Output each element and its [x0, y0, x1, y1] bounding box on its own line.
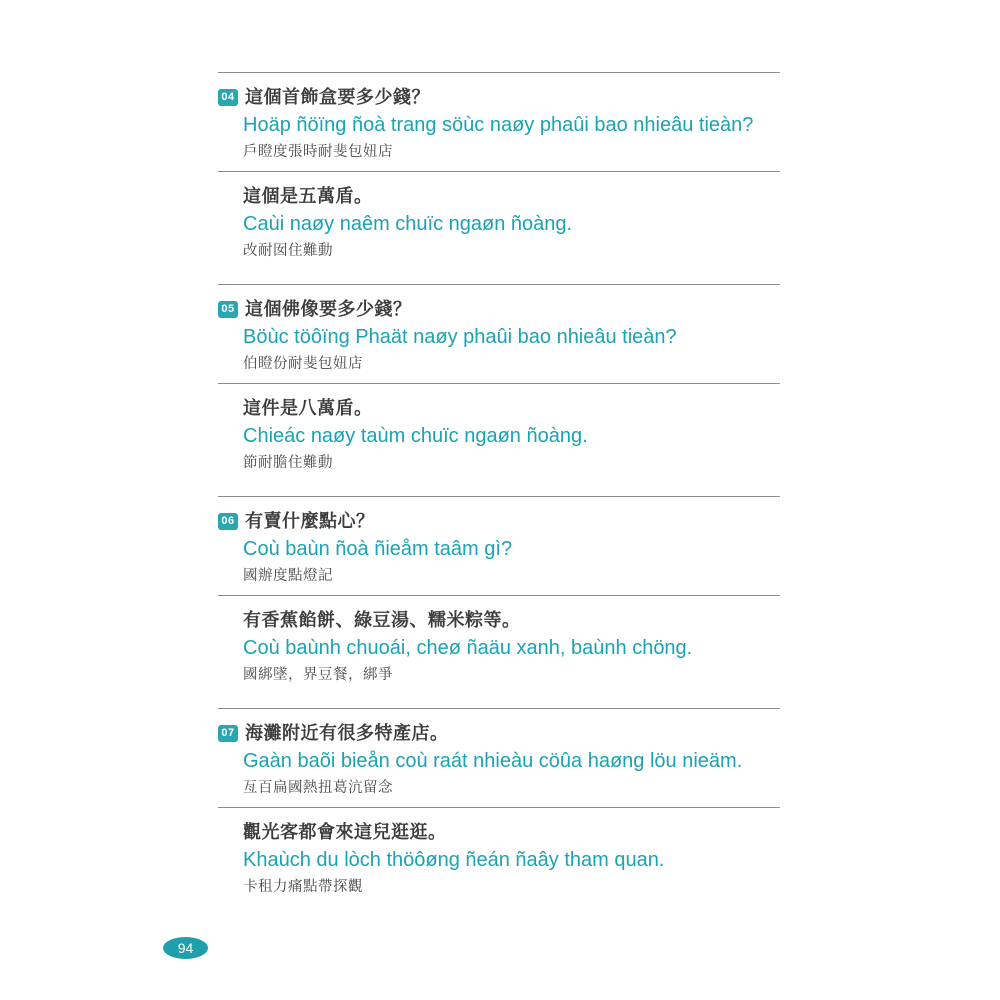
phrase-list [218, 72, 780, 920]
chinese-sentence: 有賣什麼點心？ [245, 511, 375, 531]
phrase-entry-answer-04 [218, 171, 780, 284]
chinese-row [243, 819, 780, 846]
entry-number-badge: 05 [218, 301, 238, 318]
phonetic-guide: 國綁墜，界豆餐，綁爭 [243, 667, 393, 683]
chinese-row [218, 720, 780, 747]
entry-number-badge: 07 [218, 725, 238, 742]
vietnamese-sentence: Coù baùn ñoà ñieåm taâm gì? [243, 538, 513, 560]
chinese-sentence: 觀光客都會來這兒逛逛。 [243, 822, 447, 842]
phonetic-guide: 卡租力痛點帶探觀 [243, 879, 363, 895]
phrase-entry-answer-05 [218, 383, 780, 496]
chinese-sentence: 海灘附近有很多特產店。 [245, 723, 449, 743]
phrase-entry-answer-06 [218, 595, 780, 708]
vietnamese-sentence: Caùi naøy naêm chuïc ngaøn ñoàng. [243, 213, 573, 235]
entry-number-badge: 06 [218, 513, 238, 530]
vietnamese-sentence: Khaùch du lòch thöôøng ñeán ñaây tham quan. [243, 849, 665, 871]
chinese-row [218, 508, 780, 535]
phonetic-guide: 改耐囡住難動 [243, 243, 333, 259]
page-number-badge [163, 937, 208, 959]
phrase-entry-answer-07 [218, 807, 780, 920]
phrase-entry-question-05 [218, 284, 780, 383]
chinese-row [243, 395, 780, 422]
entry-number-badge: 04 [218, 89, 238, 106]
vietnamese-sentence: Coù baùnh chuoái, cheø ñaäu xanh, baùnh chöng. [243, 637, 693, 659]
chinese-row [218, 84, 780, 111]
chinese-row [243, 183, 780, 210]
chinese-sentence: 這件是八萬盾。 [243, 398, 373, 418]
phonetic-guide: 亙百扁國熱扭葛沆留念 [243, 780, 393, 796]
phonetic-guide: 伯瞪份耐斐包妞店 [243, 356, 363, 372]
phonetic-guide: 國辦度點燈記 [243, 568, 333, 584]
chinese-row [243, 607, 780, 634]
phrase-entry-question-06 [218, 496, 780, 595]
vietnamese-sentence: Böùc töôïng Phaät naøy phaûi bao nhieâu tieàn? [243, 326, 677, 348]
vietnamese-sentence: Chieác naøy taùm chuïc ngaøn ñoàng. [243, 425, 588, 447]
phrase-entry-question-04 [218, 72, 780, 171]
phonetic-guide: 節耐膽住難動 [243, 455, 333, 471]
chinese-sentence: 這個佛像要多少錢？ [245, 299, 412, 319]
chinese-sentence: 有香蕉餡餅、綠豆湯、糯米粽等。 [243, 610, 521, 630]
vietnamese-sentence: Gaàn baõi bieån coù raát nhieàu cöûa haøng löu nieäm. [243, 750, 743, 772]
chinese-row [218, 296, 780, 323]
vietnamese-sentence: Hoäp ñöïng ñoà trang söùc naøy phaûi bao nhieâu tieàn? [243, 114, 754, 136]
page-number: 94 [177, 940, 194, 956]
phonetic-guide: 戶瞪度張時耐斐包妞店 [243, 144, 393, 160]
chinese-sentence: 這個是五萬盾。 [243, 186, 373, 206]
phrase-entry-question-07 [218, 708, 780, 807]
chinese-sentence: 這個首飾盒要多少錢？ [245, 87, 430, 107]
